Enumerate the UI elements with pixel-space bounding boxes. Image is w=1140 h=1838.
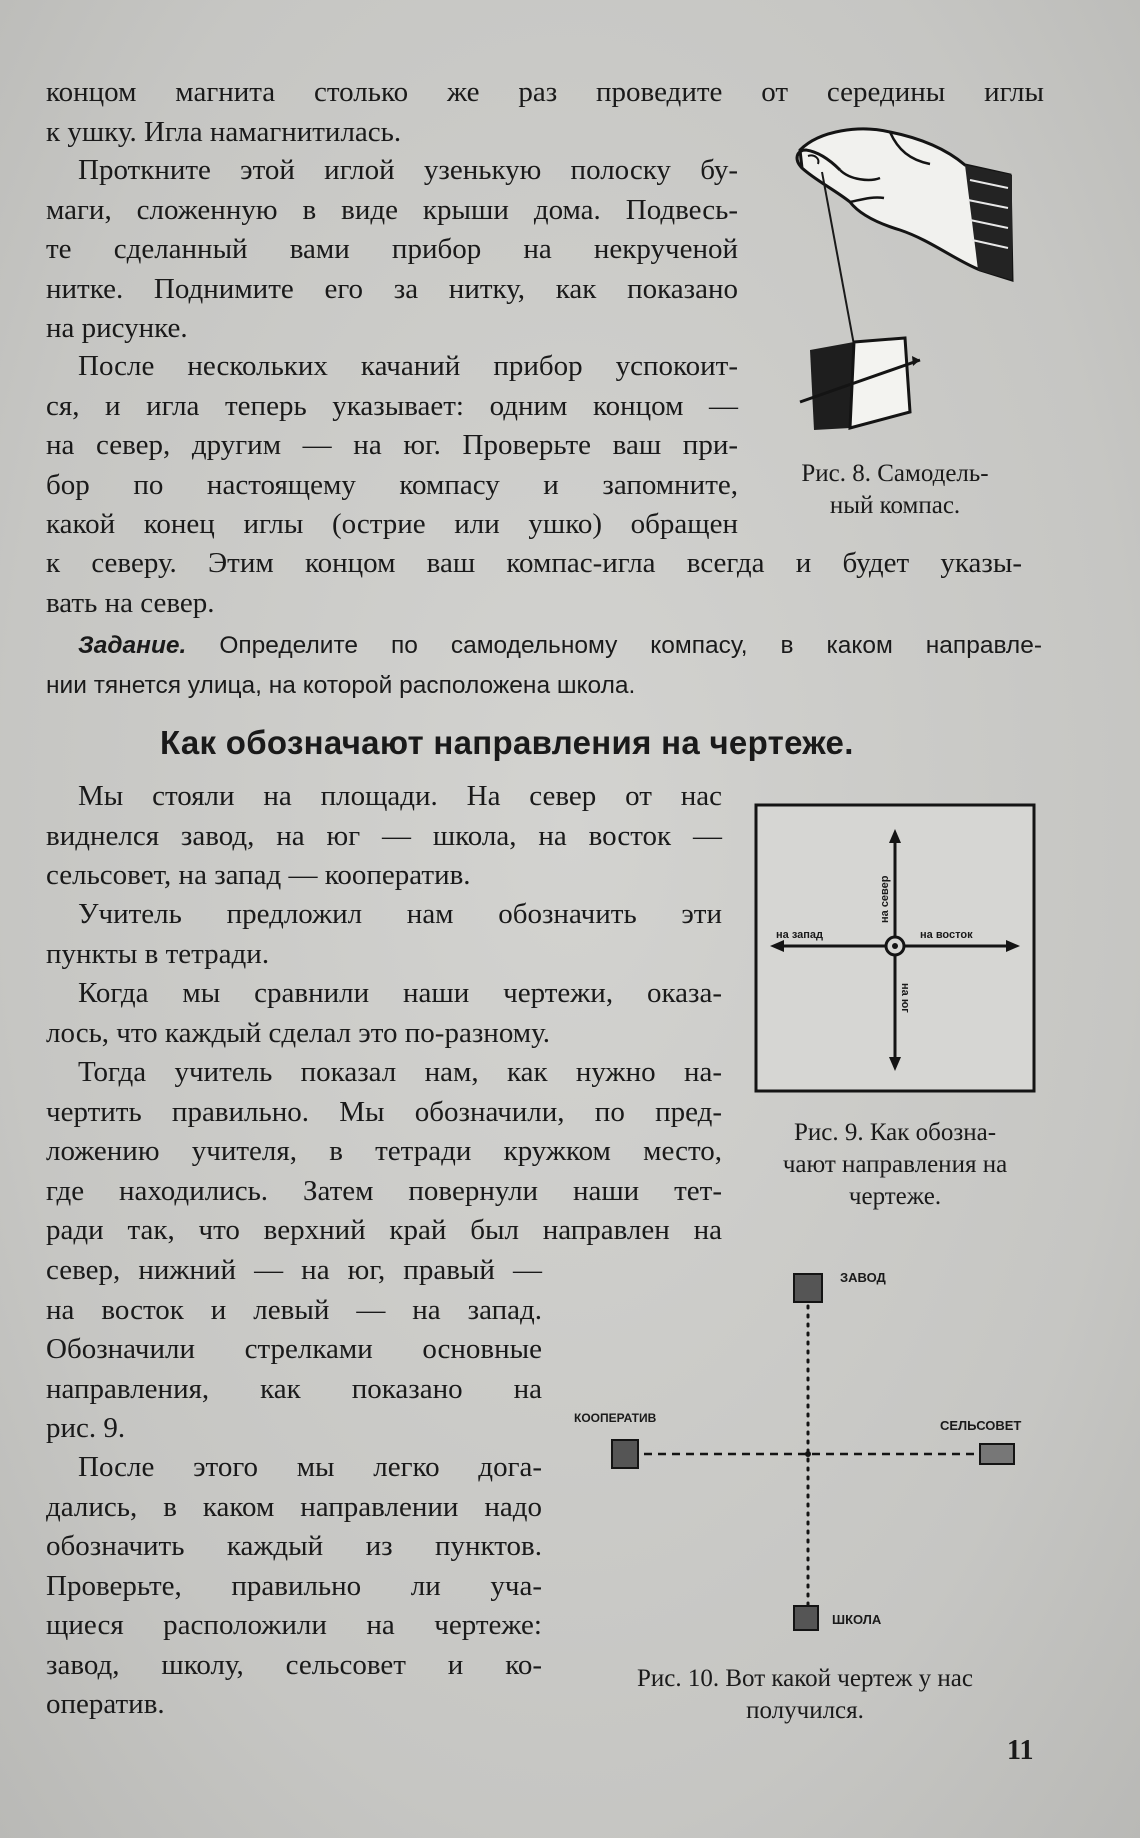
- text-line: нии тянется улица, на которой расположена школа.: [46, 672, 636, 699]
- text-line: маги, сложенную в виде крыши дома. Подвесь-: [46, 193, 738, 226]
- text-line: Обозначили стрелками основные: [46, 1333, 542, 1365]
- text-line: нитке. Поднимите его за нитку, как показано: [46, 272, 738, 305]
- text-line: ся, и игла теперь указывает: одним концом —: [46, 389, 738, 422]
- figure-9-directions-diagram: [754, 803, 1036, 1093]
- paragraph-3: [46, 347, 738, 545]
- origin-point: [805, 1451, 811, 1457]
- text-line: лось, что каждый сделал это по-разному.: [46, 1016, 550, 1049]
- text-line: те сделанный вами прибор на некрученой: [46, 233, 738, 265]
- text-line: ложению учителя, в тетради кружком место,: [46, 1135, 722, 1167]
- task-paragraph: [46, 626, 1042, 706]
- factory-label: ЗАВОД: [840, 1270, 886, 1285]
- text-line: рис. 9.: [46, 1412, 126, 1444]
- figure-9-caption: [750, 1117, 1040, 1213]
- text-line: завод, школу, сельсовет и ко-: [46, 1648, 542, 1681]
- text-line: направления, как показано на: [46, 1372, 542, 1405]
- figure-8-caption: [760, 458, 1030, 522]
- text-line: После нескольких качаний прибор успокоит-: [78, 350, 738, 382]
- text-line: север, нижний — на юг, правый —: [46, 1254, 542, 1286]
- council-marker: [980, 1444, 1014, 1464]
- caption-line: получился.: [746, 1697, 864, 1724]
- text-line: Тогда учитель показал нам, как нужно на-: [78, 1056, 722, 1088]
- text-line: Проверьте, правильно ли уча-: [46, 1569, 542, 1602]
- task-label: Задание.: [78, 632, 187, 659]
- text-line: бор по настоящему компасу и запомните,: [46, 468, 738, 501]
- text-line: на восток и левый — на запад.: [46, 1293, 542, 1326]
- text-line: концом магнита столько же раз проведите от середины иглы: [46, 76, 1044, 108]
- text-line: дались, в каком направлении надо: [46, 1490, 542, 1523]
- text-line: Проткните этой иглой узенькую полоску бу-: [78, 154, 738, 186]
- text-line: на рисунке.: [46, 312, 188, 344]
- text-line: на север, другим — на юг. Проверьте ваш при-: [46, 429, 738, 461]
- task-text: Определите по самодельному компасу, в каком направле-: [219, 632, 1042, 659]
- page-number: 11: [1007, 1735, 1034, 1766]
- council-label: СЕЛЬСОВЕТ: [940, 1418, 1022, 1433]
- section-heading: Как обозначают направления на чертеже.: [160, 724, 854, 761]
- text-line: виднелся завод, на юг — школа, на восток —: [46, 819, 722, 852]
- text-line: Когда мы сравнили наши чертежи, оказа-: [78, 977, 722, 1009]
- factory-marker: [794, 1274, 822, 1302]
- school-marker: [794, 1606, 818, 1630]
- text-line: оператив.: [46, 1688, 165, 1720]
- text-line: Мы стояли на площади. На север от нас: [78, 780, 722, 812]
- figure-10-points-map: [560, 1258, 1040, 1638]
- text-line: к ушку. Игла намагнитилась.: [46, 115, 402, 148]
- caption-line: Рис. 8. Самодель-: [801, 460, 989, 487]
- text-line: чертить правильно. Мы обозначили, по пред-: [46, 1095, 722, 1128]
- text-line: Учитель предложил нам обозначить эти: [78, 898, 722, 930]
- text-line: ради так, что верхний край был направлен на: [46, 1214, 722, 1246]
- paragraph-2: [46, 151, 738, 349]
- label-south: на юг: [899, 983, 911, 1013]
- school-label: ШКОЛА: [832, 1612, 882, 1627]
- label-west: на запад: [776, 929, 824, 941]
- text-line: вать на север.: [46, 586, 215, 619]
- text-line: щиеся расположили на чертеже:: [46, 1609, 542, 1641]
- text-line: [46, 626, 1042, 666]
- caption-line: чертеже.: [848, 1183, 942, 1210]
- text-line: обозначить каждый из пунктов.: [46, 1530, 542, 1562]
- paragraph-7-continued: [46, 1251, 542, 1449]
- hand-illustration: [797, 129, 1012, 280]
- coop-label: КООПЕРАТИВ: [574, 1411, 657, 1425]
- paper-roof-with-needle: [800, 338, 920, 430]
- origin-dot: [892, 943, 898, 949]
- text-line: После этого мы легко дога-: [78, 1451, 542, 1483]
- paragraph-3-continued: [46, 544, 1022, 623]
- caption-line: Рис. 9. Как обозна-: [793, 1119, 997, 1146]
- paragraph-4: [46, 777, 722, 896]
- text-line: сельсовет, на запад — кооператив.: [46, 859, 471, 891]
- caption-line: Рис. 10. Вот какой чертеж у нас: [637, 1665, 973, 1692]
- figure-8-homemade-compass: [780, 120, 1020, 450]
- label-east: на восток: [920, 929, 973, 941]
- text-line: к северу. Этим концом ваш компас-игла всегда и будет указы-: [46, 547, 1022, 579]
- caption-line: ный компас.: [829, 492, 961, 519]
- figure-10-caption: [570, 1663, 1040, 1727]
- text-line: пункты в тетради.: [46, 937, 270, 970]
- caption-line: чают направления на: [782, 1151, 1008, 1178]
- text-line: где находились. Затем повернули наши тет-: [46, 1174, 722, 1207]
- label-north: на север: [879, 875, 891, 923]
- coop-marker: [612, 1440, 638, 1468]
- paragraph-8: [46, 1448, 542, 1725]
- paragraph-7: [46, 1053, 722, 1251]
- paragraph-5: [46, 895, 722, 974]
- text-line: какой конец иглы (острие или ушко) обращен: [46, 508, 738, 540]
- paragraph-6: [46, 974, 722, 1053]
